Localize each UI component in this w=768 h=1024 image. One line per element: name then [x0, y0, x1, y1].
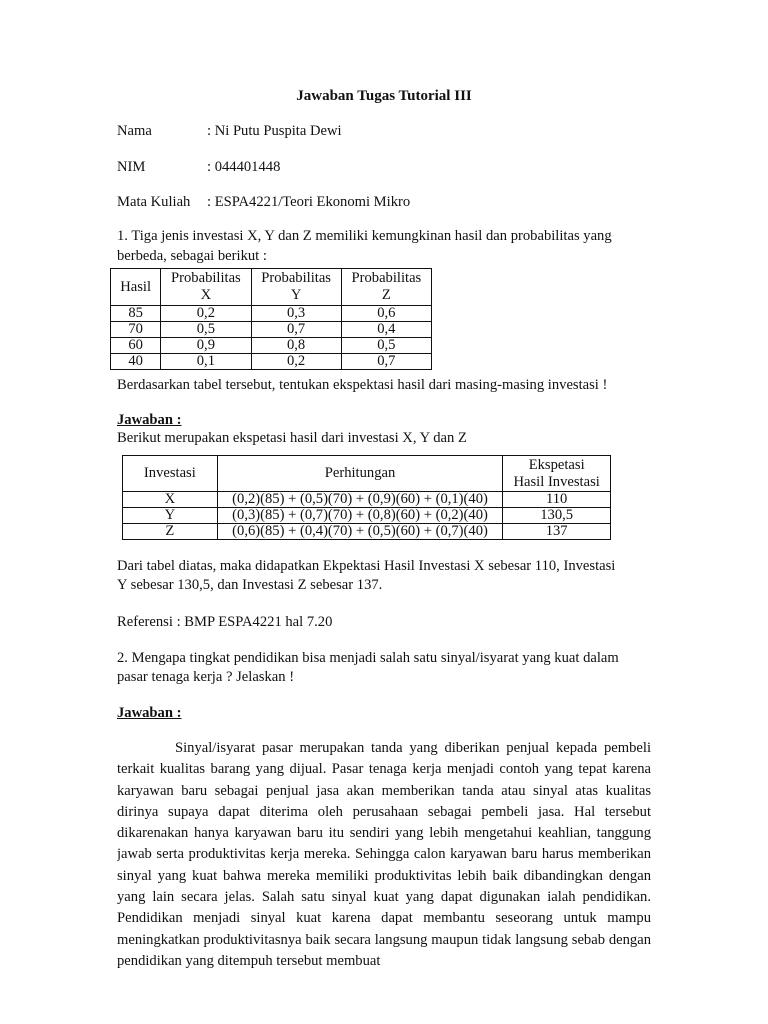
table-cell: 110	[503, 492, 611, 508]
table-cell: 0,7	[251, 322, 341, 338]
table-row	[123, 492, 611, 508]
name-label: Nama	[117, 123, 152, 139]
table-cell: Z	[123, 524, 218, 540]
table-row	[111, 322, 432, 338]
nim-value: : 044401448	[207, 159, 281, 175]
table-cell: X	[123, 492, 218, 508]
table-row	[111, 354, 432, 370]
answer-2-heading: Jawaban :	[117, 705, 182, 721]
answer-1-heading: Jawaban :	[117, 412, 182, 428]
table-row	[111, 306, 432, 322]
table-cell: 137	[503, 524, 611, 540]
table-cell: 0,7	[341, 354, 431, 370]
table-cell: 0,1	[161, 354, 251, 370]
table-cell: 0,3	[251, 306, 341, 322]
course-label: Mata Kuliah	[117, 194, 191, 210]
table-row	[111, 338, 432, 354]
header-probabilitas-x: Probabilitas X	[161, 269, 251, 306]
probability-table	[110, 268, 432, 370]
header-probabilitas-y: Probabilitas Y	[251, 269, 341, 306]
reference-text: Referensi : BMP ESPA4221 hal 7.20	[117, 614, 333, 630]
table-cell: (0,6)(85) + (0,4)(70) + (0,5)(60) + (0,7)(40)	[217, 524, 503, 540]
header-investasi: Investasi	[123, 456, 218, 492]
table-cell: 85	[111, 306, 161, 322]
course-value: : ESPA4221/Teori Ekonomi Mikro	[207, 194, 411, 210]
header-perhitungan: Perhitungan	[217, 456, 503, 492]
nim-label: NIM	[117, 159, 146, 175]
header-probabilitas-z: Probabilitas Z	[341, 269, 431, 306]
table-cell: 0,5	[341, 338, 431, 354]
question-2-line-1: 2. Mengapa tingkat pendidikan bisa menjadi salah satu sinyal/isyarat yang kuat dalam	[117, 650, 619, 666]
table-cell: 0,8	[251, 338, 341, 354]
table-cell: 0,6	[341, 306, 431, 322]
table-cell: 0,4	[341, 322, 431, 338]
document-title: Jawaban Tugas Tutorial III	[296, 88, 472, 104]
table-row	[123, 524, 611, 540]
table-cell: 70	[111, 322, 161, 338]
table-row	[123, 508, 611, 524]
question-1-line-2: berbeda, sebagai berikut :	[117, 248, 267, 264]
header-ekspetasi: Ekspetasi Hasil Investasi	[503, 456, 611, 492]
header-hasil: Hasil	[111, 269, 161, 306]
question-1-line-1: 1. Tiga jenis investasi X, Y dan Z memiliki kemungkinan hasil dan probabilitas yang	[117, 228, 612, 244]
table-cell: (0,3)(85) + (0,7)(70) + (0,8)(60) + (0,2)(40)	[217, 508, 503, 524]
table-cell: 0,9	[161, 338, 251, 354]
table-cell: (0,2)(85) + (0,5)(70) + (0,9)(60) + (0,1)(40)	[217, 492, 503, 508]
answer-1-conclusion-line-1: Dari tabel diatas, maka didapatkan Ekpektasi Hasil Investasi X sebesar 110, Investasi	[117, 558, 616, 574]
expectation-table-header-row	[123, 456, 611, 492]
table-cell: 0,2	[161, 306, 251, 322]
name-value: : Ni Putu Puspita Dewi	[207, 123, 342, 139]
table-cell: Y	[123, 508, 218, 524]
table-cell: 0,2	[251, 354, 341, 370]
expectation-table	[122, 455, 611, 540]
answer-1-intro: Berikut merupakan ekspetasi hasil dari investasi X, Y dan Z	[117, 430, 467, 446]
probability-table-header-row	[111, 269, 432, 306]
question-2-line-2: pasar tenaga kerja ? Jelaskan !	[117, 669, 295, 685]
answer-1-conclusion-line-2: Y sebesar 130,5, dan Investasi Z sebesar 137.	[117, 577, 383, 593]
answer-2-paragraph: Sinyal/isyarat pasar merupakan tanda yang diberikan penjual kepada pembeli terkait kualitas barang yang dijual. Pasar tenaga kerja menjadi contoh yang tepat karena karyawan baru sebagai penjual jasa akan memberikan tanda atau sinyal atas kualitas dirinya supaya dapat diterima oleh perusahaan sebagai pembeli jasa. Hal tersebut dikarenakan hanya karyawan baru itu sendiri yang lebih mengetahui keahlian, tanggung jawab serta produktivitas kerja mereka. Sehingga calon karyawan baru harus memberikan sinyal yang kuat bahwa mereka memiliki produktivitas lebih baik dibandingkan dengan yang lain secara jelas. Salah satu sinyal kuat yang dapat digunakan ialah pendidikan. Pendidikan menjadi sinyal kuat karena dapat membantu seseorang untuk mampu meningkatkan produktivitasnya baik secara langsung maupun tidak langsung sebab dengan pendidikan yang ditempuh tersebut membuat	[117, 740, 651, 969]
table-cell: 40	[111, 354, 161, 370]
question-1-instruction: Berdasarkan tabel tersebut, tentukan ekspektasi hasil dari masing-masing investasi !	[117, 377, 608, 393]
table-cell: 0,5	[161, 322, 251, 338]
table-cell: 130,5	[503, 508, 611, 524]
table-cell: 60	[111, 338, 161, 354]
